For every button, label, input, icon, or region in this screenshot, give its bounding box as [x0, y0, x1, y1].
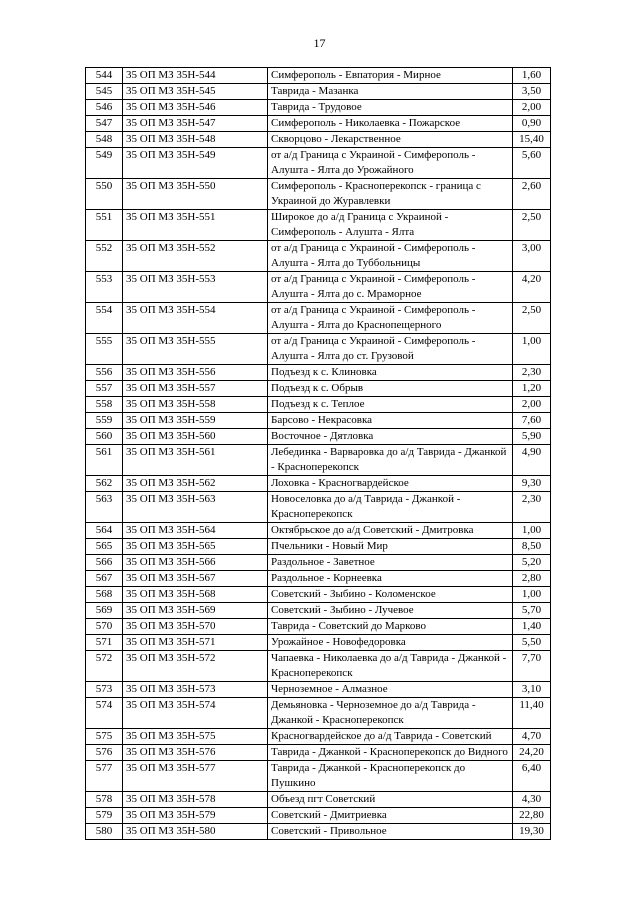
- road-id-cell: 35 ОП МЗ 35Н-546: [123, 100, 268, 116]
- road-id-cell: 35 ОП МЗ 35Н-579: [123, 808, 268, 824]
- road-length-cell: 3,00: [513, 241, 551, 272]
- road-id-cell: 35 ОП МЗ 35Н-558: [123, 397, 268, 413]
- road-name-cell: Новоселовка до а/д Таврида - Джанкой - Красноперекопск: [268, 492, 513, 523]
- table-row: [86, 476, 551, 492]
- road-id-cell: 35 ОП МЗ 35Н-545: [123, 84, 268, 100]
- road-name-cell: Симферополь - Николаевка - Пожарское: [268, 116, 513, 132]
- road-length-cell: 2,50: [513, 303, 551, 334]
- table-row: [86, 132, 551, 148]
- row-number-cell: 580: [86, 824, 123, 840]
- road-id-cell: 35 ОП МЗ 35Н-578: [123, 792, 268, 808]
- row-number-cell: 551: [86, 210, 123, 241]
- road-name-cell: от а/д Граница с Украиной - Симферополь - Алушта - Ялта до с. Мраморное: [268, 272, 513, 303]
- road-id-cell: 35 ОП МЗ 35Н-549: [123, 148, 268, 179]
- table-row: [86, 555, 551, 571]
- table-row: [86, 539, 551, 555]
- road-id-cell: 35 ОП МЗ 35Н-573: [123, 682, 268, 698]
- road-id-cell: 35 ОП МЗ 35Н-568: [123, 587, 268, 603]
- road-id-cell: 35 ОП МЗ 35Н-576: [123, 745, 268, 761]
- road-length-cell: 2,60: [513, 179, 551, 210]
- road-name-cell: от а/д Граница с Украиной - Симферополь - Алушта - Ялта до ст. Грузовой: [268, 334, 513, 365]
- table-row: [86, 116, 551, 132]
- road-length-cell: 15,40: [513, 132, 551, 148]
- row-number-cell: 544: [86, 68, 123, 84]
- road-id-cell: 35 ОП МЗ 35Н-569: [123, 603, 268, 619]
- row-number-cell: 569: [86, 603, 123, 619]
- table-row: [86, 397, 551, 413]
- road-length-cell: 1,00: [513, 587, 551, 603]
- road-name-cell: Подъезд к с. Клиновка: [268, 365, 513, 381]
- table-row: [86, 792, 551, 808]
- table-row: [86, 587, 551, 603]
- row-number-cell: 554: [86, 303, 123, 334]
- row-number-cell: 566: [86, 555, 123, 571]
- road-length-cell: 2,00: [513, 100, 551, 116]
- row-number-cell: 567: [86, 571, 123, 587]
- road-length-cell: 22,80: [513, 808, 551, 824]
- table-row: [86, 381, 551, 397]
- road-length-cell: 5,70: [513, 603, 551, 619]
- row-number-cell: 563: [86, 492, 123, 523]
- road-id-cell: 35 ОП МЗ 35Н-566: [123, 555, 268, 571]
- road-name-cell: Подъезд к с. Теплое: [268, 397, 513, 413]
- table-row: [86, 334, 551, 365]
- row-number-cell: 578: [86, 792, 123, 808]
- table-row: [86, 808, 551, 824]
- road-length-cell: 4,90: [513, 445, 551, 476]
- road-id-cell: 35 ОП МЗ 35Н-563: [123, 492, 268, 523]
- table-row: [86, 100, 551, 116]
- road-length-cell: 5,20: [513, 555, 551, 571]
- road-id-cell: 35 ОП МЗ 35Н-553: [123, 272, 268, 303]
- row-number-cell: 547: [86, 116, 123, 132]
- road-name-cell: от а/д Граница с Украиной - Симферополь - Алушта - Ялта до Краснопещерного: [268, 303, 513, 334]
- road-name-cell: Таврида - Трудовое: [268, 100, 513, 116]
- road-length-cell: 4,20: [513, 272, 551, 303]
- road-length-cell: 5,90: [513, 429, 551, 445]
- table-row: [86, 523, 551, 539]
- table-row: [86, 272, 551, 303]
- table-row: [86, 210, 551, 241]
- road-length-cell: 11,40: [513, 698, 551, 729]
- row-number-cell: 576: [86, 745, 123, 761]
- row-number-cell: 548: [86, 132, 123, 148]
- row-number-cell: 558: [86, 397, 123, 413]
- road-length-cell: 5,50: [513, 635, 551, 651]
- road-name-cell: Скворцово - Лекарственное: [268, 132, 513, 148]
- road-id-cell: 35 ОП МЗ 35Н-575: [123, 729, 268, 745]
- road-length-cell: 24,20: [513, 745, 551, 761]
- row-number-cell: 572: [86, 651, 123, 682]
- table-row: [86, 179, 551, 210]
- table-row: [86, 619, 551, 635]
- row-number-cell: 560: [86, 429, 123, 445]
- table-row: [86, 824, 551, 840]
- row-number-cell: 564: [86, 523, 123, 539]
- roads-table-body: [86, 68, 551, 840]
- road-id-cell: 35 ОП МЗ 35Н-560: [123, 429, 268, 445]
- table-row: [86, 413, 551, 429]
- road-name-cell: Советский - Привольное: [268, 824, 513, 840]
- road-id-cell: 35 ОП МЗ 35Н-544: [123, 68, 268, 84]
- road-length-cell: 8,50: [513, 539, 551, 555]
- road-name-cell: Симферополь - Евпатория - Мирное: [268, 68, 513, 84]
- table-row: [86, 745, 551, 761]
- road-id-cell: 35 ОП МЗ 35Н-574: [123, 698, 268, 729]
- road-id-cell: 35 ОП МЗ 35Н-571: [123, 635, 268, 651]
- road-name-cell: Советский - Зыбино - Лучевое: [268, 603, 513, 619]
- road-name-cell: Таврида - Советский до Марково: [268, 619, 513, 635]
- road-id-cell: 35 ОП МЗ 35Н-572: [123, 651, 268, 682]
- table-row: [86, 84, 551, 100]
- road-length-cell: 0,90: [513, 116, 551, 132]
- road-id-cell: 35 ОП МЗ 35Н-567: [123, 571, 268, 587]
- row-number-cell: 573: [86, 682, 123, 698]
- table-row: [86, 241, 551, 272]
- road-name-cell: Объезд пгт Советский: [268, 792, 513, 808]
- road-name-cell: Восточное - Дятловка: [268, 429, 513, 445]
- row-number-cell: 559: [86, 413, 123, 429]
- road-id-cell: 35 ОП МЗ 35Н-570: [123, 619, 268, 635]
- road-name-cell: Таврида - Джанкой - Красноперекопск до Пушкино: [268, 761, 513, 792]
- row-number-cell: 565: [86, 539, 123, 555]
- row-number-cell: 556: [86, 365, 123, 381]
- row-number-cell: 562: [86, 476, 123, 492]
- road-name-cell: Барсово - Некрасовка: [268, 413, 513, 429]
- road-length-cell: 2,30: [513, 365, 551, 381]
- road-id-cell: 35 ОП МЗ 35Н-547: [123, 116, 268, 132]
- road-length-cell: 1,40: [513, 619, 551, 635]
- road-name-cell: Октябрьское до а/д Советский - Дмитровка: [268, 523, 513, 539]
- row-number-cell: 545: [86, 84, 123, 100]
- road-id-cell: 35 ОП МЗ 35Н-577: [123, 761, 268, 792]
- row-number-cell: 575: [86, 729, 123, 745]
- road-name-cell: Урожайное - Новофедоровка: [268, 635, 513, 651]
- road-length-cell: 5,60: [513, 148, 551, 179]
- road-name-cell: Чапаевка - Николаевка до а/д Таврида - Джанкой - Красноперекопск: [268, 651, 513, 682]
- road-name-cell: Таврида - Джанкой - Красноперекопск до Видного: [268, 745, 513, 761]
- road-id-cell: 35 ОП МЗ 35Н-552: [123, 241, 268, 272]
- road-length-cell: 1,60: [513, 68, 551, 84]
- row-number-cell: 555: [86, 334, 123, 365]
- table-row: [86, 365, 551, 381]
- road-length-cell: 19,30: [513, 824, 551, 840]
- row-number-cell: 577: [86, 761, 123, 792]
- row-number-cell: 546: [86, 100, 123, 116]
- road-name-cell: Советский - Дмитриевка: [268, 808, 513, 824]
- road-name-cell: от а/д Граница с Украиной - Симферополь - Алушта - Ялта до Туббольницы: [268, 241, 513, 272]
- table-row: [86, 429, 551, 445]
- road-id-cell: 35 ОП МЗ 35Н-548: [123, 132, 268, 148]
- table-row: [86, 445, 551, 476]
- table-row: [86, 682, 551, 698]
- road-name-cell: Раздольное - Корнеевка: [268, 571, 513, 587]
- road-length-cell: 6,40: [513, 761, 551, 792]
- table-row: [86, 303, 551, 334]
- road-name-cell: Таврида - Мазанка: [268, 84, 513, 100]
- road-name-cell: Пчельники - Новый Мир: [268, 539, 513, 555]
- page-number: 17: [313, 36, 326, 50]
- road-id-cell: 35 ОП МЗ 35Н-561: [123, 445, 268, 476]
- road-id-cell: 35 ОП МЗ 35Н-556: [123, 365, 268, 381]
- row-number-cell: 570: [86, 619, 123, 635]
- table-row: [86, 68, 551, 84]
- row-number-cell: 557: [86, 381, 123, 397]
- road-length-cell: 7,70: [513, 651, 551, 682]
- road-length-cell: 2,50: [513, 210, 551, 241]
- road-name-cell: Раздольное - Заветное: [268, 555, 513, 571]
- road-name-cell: Лоховка - Красногвардейское: [268, 476, 513, 492]
- table-row: [86, 571, 551, 587]
- row-number-cell: 568: [86, 587, 123, 603]
- table-row: [86, 761, 551, 792]
- road-id-cell: 35 ОП МЗ 35Н-559: [123, 413, 268, 429]
- road-id-cell: 35 ОП МЗ 35Н-557: [123, 381, 268, 397]
- row-number-cell: 561: [86, 445, 123, 476]
- road-length-cell: 2,80: [513, 571, 551, 587]
- road-name-cell: Советский - Зыбино - Коломенское: [268, 587, 513, 603]
- road-id-cell: 35 ОП МЗ 35Н-550: [123, 179, 268, 210]
- road-id-cell: 35 ОП МЗ 35Н-555: [123, 334, 268, 365]
- road-length-cell: 4,30: [513, 792, 551, 808]
- table-row: [86, 603, 551, 619]
- road-name-cell: Симферополь - Красноперекопск - граница с Украиной до Журавлевки: [268, 179, 513, 210]
- road-length-cell: 1,20: [513, 381, 551, 397]
- row-number-cell: 579: [86, 808, 123, 824]
- row-number-cell: 549: [86, 148, 123, 179]
- road-name-cell: Красногвардейское до а/д Таврида - Советский: [268, 729, 513, 745]
- table-row: [86, 698, 551, 729]
- roads-table: [85, 67, 551, 840]
- road-id-cell: 35 ОП МЗ 35Н-562: [123, 476, 268, 492]
- row-number-cell: 552: [86, 241, 123, 272]
- road-id-cell: 35 ОП МЗ 35Н-565: [123, 539, 268, 555]
- road-length-cell: 2,00: [513, 397, 551, 413]
- road-length-cell: 4,70: [513, 729, 551, 745]
- road-id-cell: 35 ОП МЗ 35Н-551: [123, 210, 268, 241]
- table-row: [86, 729, 551, 745]
- road-length-cell: 9,30: [513, 476, 551, 492]
- table-row: [86, 492, 551, 523]
- road-length-cell: 7,60: [513, 413, 551, 429]
- road-name-cell: Подъезд к с. Обрыв: [268, 381, 513, 397]
- road-id-cell: 35 ОП МЗ 35Н-580: [123, 824, 268, 840]
- road-name-cell: Лебединка - Варваровка до а/д Таврида - Джанкой - Красноперекопск: [268, 445, 513, 476]
- road-name-cell: от а/д Граница с Украиной - Симферополь - Алушта - Ялта до Урожайного: [268, 148, 513, 179]
- table-row: [86, 635, 551, 651]
- table-row: [86, 148, 551, 179]
- road-length-cell: 3,50: [513, 84, 551, 100]
- road-length-cell: 1,00: [513, 334, 551, 365]
- row-number-cell: 553: [86, 272, 123, 303]
- road-id-cell: 35 ОП МЗ 35Н-564: [123, 523, 268, 539]
- road-id-cell: 35 ОП МЗ 35Н-554: [123, 303, 268, 334]
- road-length-cell: 1,00: [513, 523, 551, 539]
- row-number-cell: 550: [86, 179, 123, 210]
- row-number-cell: 571: [86, 635, 123, 651]
- row-number-cell: 574: [86, 698, 123, 729]
- road-name-cell: Демьяновка - Черноземное до а/д Таврида - Джанкой - Красноперекопск: [268, 698, 513, 729]
- road-name-cell: Черноземное - Алмазное: [268, 682, 513, 698]
- road-name-cell: Широкое до а/д Граница с Украиной - Симферополь - Алушта - Ялта: [268, 210, 513, 241]
- road-length-cell: 3,10: [513, 682, 551, 698]
- table-row: [86, 651, 551, 682]
- road-length-cell: 2,30: [513, 492, 551, 523]
